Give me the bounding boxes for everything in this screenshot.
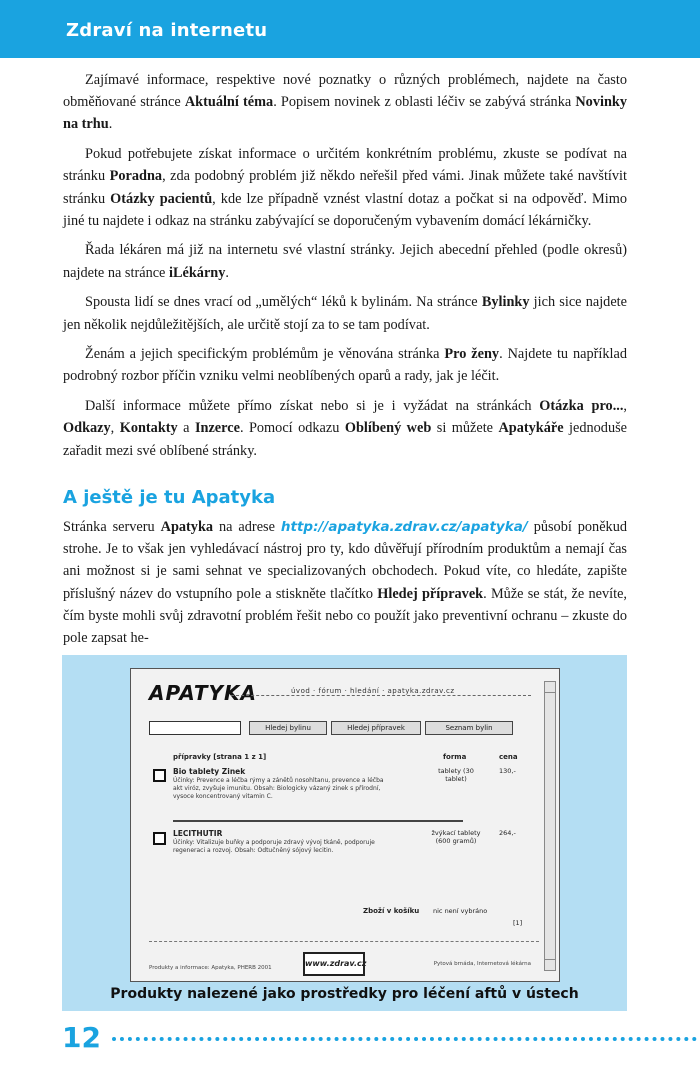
body-paragraph xyxy=(63,291,627,335)
item-title[interactable]: Bio tablety Zinek xyxy=(173,767,246,776)
section-text-4: . Může se stát, že nevíte, čím byste mohli svůj zdravotní problém řešit nebo co použít jako preventivní ochranu – zkuste do pole zapsat he- xyxy=(63,585,627,647)
bold-term: Otázky pacientů xyxy=(110,190,213,207)
item-title[interactable]: LECITHUTIR xyxy=(173,829,223,838)
text-run: . Popisem novinek z oblasti léčiv se zabývá stránka xyxy=(273,94,576,111)
herb-list-button[interactable]: Seznam bylin xyxy=(425,721,513,735)
search-input[interactable] xyxy=(149,721,241,735)
apatyka-logo: APATYKA xyxy=(149,681,257,705)
bold-term: Pro ženy xyxy=(444,346,500,363)
scrollbar[interactable] xyxy=(544,681,556,971)
body-text xyxy=(63,69,627,469)
scroll-up-icon[interactable] xyxy=(545,682,555,693)
bold-term: Oblíbený web xyxy=(344,420,432,437)
zdrav-badge[interactable]: www.zdrav.cz xyxy=(303,952,365,976)
text-run: , xyxy=(110,420,120,437)
item-price: 264,- xyxy=(499,829,516,837)
bold-term: Novinky na trhu xyxy=(63,94,627,133)
button-name-reference: Hledej přípravek xyxy=(377,585,484,602)
bold-term: iLékárny xyxy=(168,264,226,281)
bold-term: Aktuální téma xyxy=(184,94,274,111)
column-form: forma xyxy=(443,753,467,761)
text-run: Spousta lidí se dnes vrací od „umělých“ léků k bylinám. Na stránce xyxy=(85,294,482,311)
cart-value: nic není vybráno xyxy=(433,907,488,915)
list-header: přípravky [strana 1 z 1] xyxy=(173,753,267,761)
text-run: a xyxy=(177,420,195,437)
page-number: 12 xyxy=(62,1021,101,1054)
scroll-down-icon[interactable] xyxy=(545,959,555,970)
header-divider xyxy=(231,695,531,696)
text-run: Řada lékáren má již na internetu své vlastní stránky. Jejich abecední přehled (podle okresů) najdete na stránce xyxy=(63,242,627,281)
bold-term: Inzerce xyxy=(194,420,240,437)
cart-label: Zboží v košíku xyxy=(363,907,420,915)
bold-term: Apatykáře xyxy=(498,420,564,437)
body-paragraph xyxy=(63,69,627,136)
bold-term: Bylinky xyxy=(481,294,530,311)
body-paragraph xyxy=(63,395,627,462)
apatyka-screenshot xyxy=(130,668,560,982)
search-product-button[interactable]: Hledej přípravek xyxy=(331,721,421,735)
text-run: . Najdete tu například podrobný rozbor příčin vzniku velmi neoblíbených oparů a rady, jak je léčit. xyxy=(63,346,627,385)
text-run: Ženám a jejich specifickým problémům je věnována stránka xyxy=(85,346,445,363)
section-text xyxy=(63,516,627,649)
text-run: jednoduše zařadit mezi své oblíbené stránky. xyxy=(63,420,628,459)
search-herb-button[interactable]: Hledej bylinu xyxy=(249,721,327,735)
section-text-1: Stránka serveru xyxy=(63,519,161,535)
footer-left-note: Produkty a informace: Apatyka, PHERB 2001 xyxy=(149,965,272,971)
text-run: . xyxy=(225,264,229,281)
text-run: . xyxy=(108,116,113,133)
body-paragraph xyxy=(63,343,627,387)
nav-links[interactable]: úvod · fórum · hledání · apatyka.zdrav.cz xyxy=(291,687,455,695)
bold-term: Kontakty xyxy=(119,420,178,437)
bold-term: Otázka pro... xyxy=(539,398,624,415)
footer-right-note: Pytová brnáda, Internetová lékárna xyxy=(433,961,531,967)
page-header-bar xyxy=(0,0,700,58)
text-run: . Pomocí odkazu xyxy=(239,420,345,437)
text-run: Pokud potřebujete získat informace o určitém konkrétním problému, zkuste se podívat na stránku xyxy=(63,146,627,185)
apatyka-url-link[interactable]: http://apatyka.zdrav.cz/apatyka/ xyxy=(280,519,528,535)
footer-divider xyxy=(149,941,539,942)
text-run: Zajímavé informace, respektive nové poznatky o různých problémech, najdete na často obměňované stránce xyxy=(63,72,627,111)
item-price: 130,- xyxy=(499,767,516,775)
text-run: , zda podobný problém již někdo neřešil před vámi. Jinak můžete také navštívit stránku xyxy=(63,168,627,207)
item-form: tablety (30 tablet) xyxy=(438,767,474,783)
section-text-2: na adrese xyxy=(213,519,281,535)
running-head-title: Zdraví na internetu xyxy=(66,20,268,41)
site-name: Apatyka xyxy=(160,519,214,535)
item-checkbox[interactable] xyxy=(153,769,166,782)
bold-term: Odkazy xyxy=(63,420,111,437)
body-paragraph xyxy=(63,143,627,232)
text-run: jich sice najdete jen několik nejdůležitějších, ale určitě stojí za to se tam podívat. xyxy=(63,294,627,333)
dotted-rule xyxy=(112,1037,697,1041)
item-checkbox[interactable] xyxy=(153,832,166,845)
text-run: , xyxy=(623,398,627,415)
section-text-3: působí poněkud strohe. Je to však jen vyhledávací nástroj pro ty, kdo důvěřují přírodním produktům a nemají čas ani možnost si je sami sehnat ve specializovaných obchodech. Pokud víte, co hledáte, zapište příslušný název do vstupního pole a stiskněte tlačítko xyxy=(63,519,627,602)
section-paragraph xyxy=(63,516,627,649)
figure-box xyxy=(62,655,627,1011)
figure-caption: Produkty nalezené jako prostředky pro léčení aftů v ústech xyxy=(110,986,579,1002)
body-paragraph xyxy=(63,239,627,283)
column-price: cena xyxy=(499,753,518,761)
page-indicator[interactable]: [1] xyxy=(513,919,523,927)
item-form: žvýkací tablety (600 gramů) xyxy=(431,829,481,845)
bold-term: Poradna xyxy=(109,168,163,185)
section-heading: A ještě je tu Apatyka xyxy=(63,487,276,508)
text-run: , kde lze případně vznést vlastní dotaz a počkat si na odpověď. Mimo jiné tu najdete i odkaz na stránku zabývající se doporučeným vybavením domácí lékárničky. xyxy=(63,190,627,229)
item-separator xyxy=(173,820,463,822)
item-description: Účinky: Vitalizuje buňky a podporuje zdravý vývoj tkáně, podporuje regeneraci a rozvoj. Obsah: Odtučněný sójový lecitin. xyxy=(173,839,375,854)
text-run: si můžete xyxy=(431,420,499,437)
text-run: Další informace můžete přímo získat nebo si je i vyžádat na stránkách xyxy=(85,398,540,415)
item-description: Účinky: Prevence a léčba rýmy a zánětů nosohltanu, prevence a léčba akt viróz, zvyšuje imunitu. Obsah: Biologicky vázaný zinek s přírodní, vysoce koncentrovaný vitamin C. xyxy=(173,777,384,800)
